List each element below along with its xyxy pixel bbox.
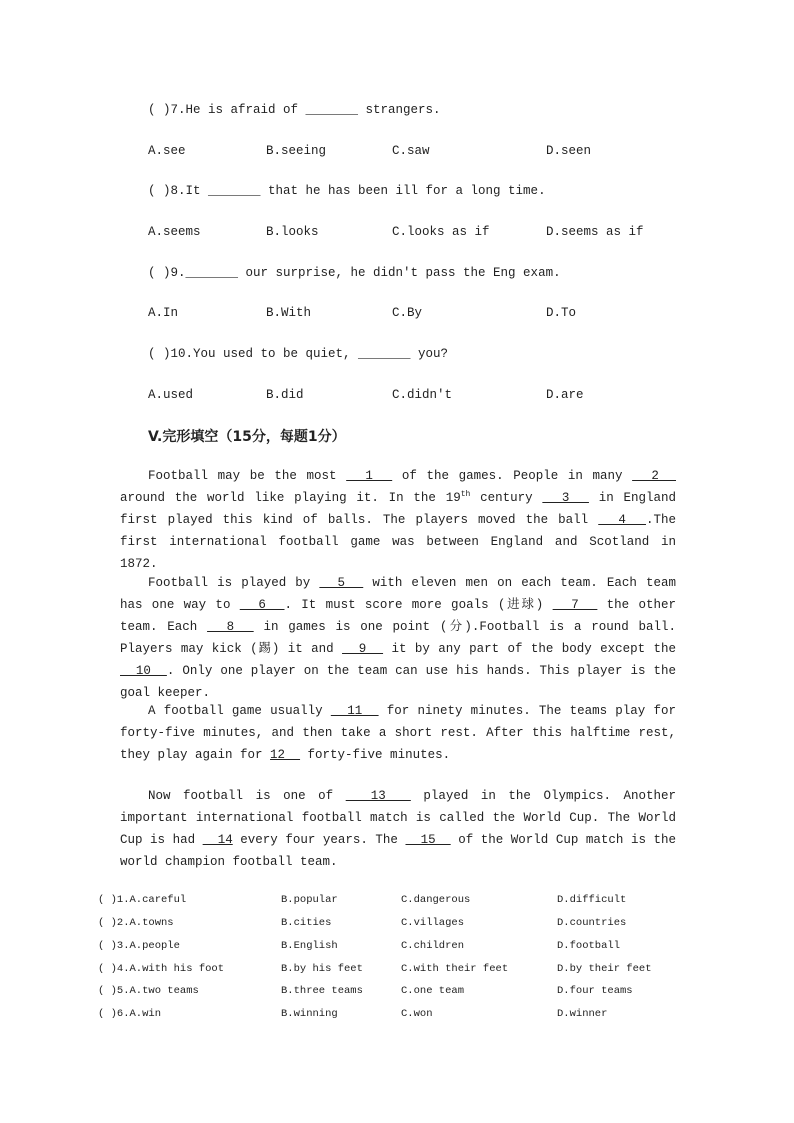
passage-text: century <box>470 491 543 505</box>
passage-paragraph-1 <box>120 465 676 575</box>
option-c: C.children <box>401 940 465 952</box>
choice-number-option-a: ( )4.A.with his foot <box>98 963 225 975</box>
option-d: D.countries <box>557 917 627 929</box>
passage-text: Football may be the most <box>148 469 347 483</box>
option-c: C.with their feet <box>401 963 509 975</box>
option-c: C.looks as if <box>392 225 490 239</box>
choice-number-option-a: ( )6.A.win <box>98 1008 162 1020</box>
passage-text: in games is one point (分).Football is a round ball. Players may kick (踢) it and <box>120 620 677 656</box>
option-d: D.winner <box>557 1008 608 1020</box>
question-stem: ( )7.He is afraid of _______ strangers. <box>148 103 441 117</box>
option-c: C.villages <box>401 917 465 929</box>
passage-text: Now football is one of <box>148 789 346 803</box>
passage-paragraph-4 <box>120 785 676 873</box>
passage-text: . Only one player on the team can use his hands. This player is the goal keeper. <box>120 664 676 700</box>
blank-15[interactable]: 15 <box>405 833 451 847</box>
blank-6[interactable]: 6 <box>239 598 285 612</box>
option-d: D.are <box>546 388 584 402</box>
passage-paragraph-2 <box>120 572 676 704</box>
blank-10[interactable]: 10 <box>120 664 167 678</box>
passage-text: forty-five minutes. <box>300 748 451 762</box>
option-d: D.four teams <box>557 985 633 997</box>
option-d: D.difficult <box>557 894 627 906</box>
option-b: B.by his feet <box>281 963 363 975</box>
passage-text: Football is played by <box>148 576 320 590</box>
blank-4[interactable]: 4 <box>598 513 646 527</box>
choice-number-option-a: ( )1.A.careful <box>98 894 187 906</box>
option-c: C.one team <box>401 985 465 997</box>
passage-text: .The first international football game was between England and Scotland in 1872. <box>120 513 676 571</box>
option-d: D.by their feet <box>557 963 652 975</box>
option-d: D.To <box>546 306 577 320</box>
superscript: th <box>460 489 471 499</box>
option-b: B.looks <box>266 225 319 239</box>
passage-text: around the world like playing it. In the 19 <box>120 491 461 505</box>
option-b: B.winning <box>281 1008 338 1020</box>
blank-3[interactable]: 3 <box>542 491 589 505</box>
question-stem: ( )9._______ our surprise, he didn't pass the Eng exam. <box>148 266 561 280</box>
blank-7[interactable]: 7 <box>552 598 598 612</box>
passage-text: of the games. People in many <box>392 469 633 483</box>
blank-9[interactable]: 9 <box>342 642 384 656</box>
option-b: B.three teams <box>281 985 363 997</box>
option-a: A.seems <box>148 225 201 239</box>
passage-text: for ninety minutes. The teams play for forty-five minutes, and then take a short rest. After this halftime rest, they play again for <box>120 704 676 762</box>
option-b: B.seeing <box>266 144 327 158</box>
blank-1[interactable]: 1 <box>346 469 393 483</box>
passage-text: with eleven men on each team. Each team has one way to <box>120 576 676 612</box>
blank-12[interactable]: 12 <box>270 748 301 762</box>
question-stem: ( )8.It _______ that he has been ill for a long time. <box>148 184 546 198</box>
option-c: C.didn't <box>392 388 453 402</box>
option-a: A.In <box>148 306 179 320</box>
section-title: V.完形填空（15分，每题1分） <box>148 429 346 445</box>
passage-text: every four years. The <box>232 833 406 847</box>
blank-14[interactable]: 14 <box>202 833 233 847</box>
blank-11[interactable]: 11 <box>330 704 379 718</box>
blank-8[interactable]: 8 <box>207 620 254 634</box>
choice-number-option-a: ( )2.A.towns <box>98 917 174 929</box>
option-a: A.see <box>148 144 186 158</box>
option-b: B.With <box>266 306 312 320</box>
blank-13[interactable]: 13 <box>345 789 411 803</box>
passage-text: the other team. Each <box>120 598 677 634</box>
passage-text: played in the Olympics. Another important international football match is called the World Cup. The World Cup is had <box>120 789 676 847</box>
passage-text: in England first played this kind of balls. The players moved the ball <box>120 491 676 527</box>
passage-text: of the World Cup match is the world champion football team. <box>120 833 677 869</box>
question-stem: ( )10.You used to be quiet, _______ you? <box>148 347 449 361</box>
passage-text: it by any part of the body except the <box>383 642 676 656</box>
blank-2[interactable]: 2 <box>632 469 676 483</box>
option-d: D.seems as if <box>546 225 644 239</box>
option-b: B.cities <box>281 917 332 929</box>
option-c: C.saw <box>392 144 430 158</box>
option-a: A.used <box>148 388 194 402</box>
option-c: C.dangerous <box>401 894 471 906</box>
passage-text: . It must score more goals (进球) <box>284 598 553 612</box>
passage-paragraph-3 <box>120 700 676 766</box>
option-b: B.English <box>281 940 338 952</box>
option-d: D.seen <box>546 144 592 158</box>
blank-5[interactable]: 5 <box>319 576 364 590</box>
choice-number-option-a: ( )5.A.two teams <box>98 985 199 997</box>
option-c: C.won <box>401 1008 433 1020</box>
option-b: B.did <box>266 388 304 402</box>
option-b: B.popular <box>281 894 338 906</box>
option-c: C.By <box>392 306 423 320</box>
passage-text: A football game usually <box>148 704 331 718</box>
option-d: D.football <box>557 940 621 952</box>
choice-number-option-a: ( )3.A.people <box>98 940 180 952</box>
